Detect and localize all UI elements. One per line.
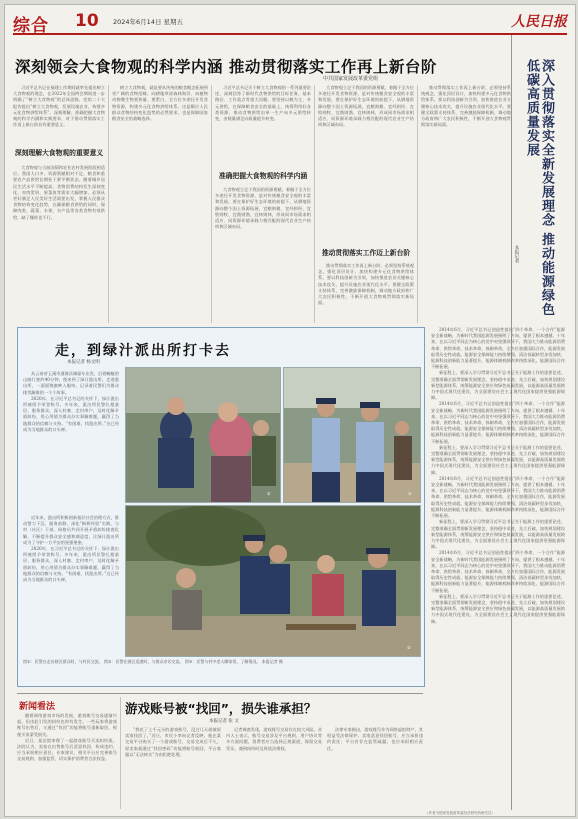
photo-number-1: ① [267, 491, 271, 496]
bottom-article-byline: 本报记者 张 文 [209, 719, 239, 724]
body-paragraph: 大食物观立足于我国的资源禀赋，着眼于全方位多途径开发食物资源，是对传统粮食安全观的丰富和发展。要在保护好生态环境的前提下，从耕地资源向整个国土资源拓展，宜粮则粮、宜经则经、宜牧则牧、宜渔则渔、宜林则林，形成同市场需求相适应、同资源环境承载力相匹配的现代农业生产结构和区域布局。 [215, 187, 311, 230]
photo-captions [23, 659, 419, 665]
issue-date: 2024年6月14日 星期五 [113, 18, 184, 26]
bottom-article-title: 游戏账号被“找回”，损失谁承担？ [125, 701, 317, 716]
column-rule [314, 85, 315, 323]
body-paragraph: 推动贯彻落实工作再上新台阶，必须坚持系统观念，强化顶层设计，加快构建多元化食物供给体系。要以科技创新为引领，加快推进农业关键核心技术攻关，提升设施农业现代化水平。要健全政策支持体系，完善激励保障机制，调动地方政府和广大农民积极性，不断开创大食物观贯彻落实新局面。 [318, 263, 414, 306]
body-paragraph: 法律专家指出，游戏账号作为网络虚拟财产，其权益受法律保护。卖家恶意找回账号，应当承担违约责任；平台若存在监管疏漏，也应承担相应责任。 [327, 727, 423, 751]
photo-number-2: ② [408, 491, 412, 496]
section-name: 综合 [13, 16, 49, 36]
lead-paragraph: 习近平总书记在福建工作期间就率先提出树立大食物观的理念，在2022年全国两会期间进一步明确了“树立大食物观”的总体思路，党的二十大报告提出“树立大食物观，发展设施农业，构建多元化食物供给体系”。深刻理解、准确把握大食物观的科学内涵和实践要求，对于推动贯彻落实工作再上新台阶具有重要意义。 [13, 85, 105, 128]
paper-name-logo: 人民日报 [511, 14, 567, 30]
feature-title: 走，到绿汁派出所打卡去 [55, 343, 231, 359]
top-article-column-2 [112, 85, 208, 323]
feature-photo-3 [125, 505, 421, 657]
news-brief-label: 新闻看法 [19, 702, 56, 712]
photo-credit: 本报记者 摄 [261, 659, 283, 664]
masthead [13, 11, 567, 35]
body-paragraph: 近日，某法院审理了一起游戏账号买卖纠纷案。法院认为，卖家在出售账号后恶意找回，构成违约，应当承担相应责任。专家建议，相关平台应完善账号交易规则，加强监管，切实保护消费者合法权益。 [17, 737, 117, 762]
bottom-article-column-1 [125, 727, 221, 809]
body-paragraph: 2014年6月，习近平总书记创造性提出“四个革命、一个合作”能源安全新战略，为新时代我国能源发展指明了方向、提供了根本遵循。十年来，在以习近平同志为核心的党中央坚强领导下，我国大力推动能源消费革命、供给革命、技术革命、体制革命，全方位加强国际合作，能源发展取得历史性成就。能源安全保障能力持续增强，清洁低碳转型步伐加快，能源科技创新能力显著提升，能源体制机制改革持续深化，能源国际合作不断拓展。 [431, 475, 565, 519]
body-paragraph: 推动贯彻落实工作再上新台阶，必须坚持系统观念，强化顶层设计，加快构建多元化食物供给体系。要以科技创新为引领，加快推进农业关键核心技术攻关，提升设施农业现代化水平。要健全政策支持体系，完善激励保障机制，调动地方政府和广大农民积极性，不断开创大食物观贯彻落实新局面。 [421, 85, 511, 128]
body-paragraph: 新征程上，要深入学习贯彻习近平总书记关于能源工作的重要论述，完整准确全面贯彻新发展理念，坚持稳中求进、先立后破，加快规划建设新型能源体系，统筹能源安全供应和绿色低碳发展，以能源高质量发展助力中国式现代化建设，为全面建设社会主义现代化国家提供坚强能源保障。 [431, 593, 565, 624]
top-article-column-1b [13, 165, 105, 323]
feature-byline: 本报记者 杨文明 [67, 360, 100, 365]
top-article-column-4b [318, 263, 414, 323]
footer-note: （作者为国家发展改革委经济研究所研究员） [425, 811, 495, 815]
right-column-title: 深入贯彻落实全新发展理念 推动能源绿色低碳高质量发展 [524, 59, 554, 317]
column-rule [120, 697, 121, 809]
news-brief-body [17, 713, 117, 809]
column-rule [417, 85, 418, 323]
body-paragraph: 2014年6月，习近平总书记创造性提出“四个革命、一个合作”能源安全新战略，为新时代我国能源发展指明了方向、提供了根本遵循。十年来，在以习近平同志为核心的党中央坚强领导下，我国大力推动能源消费革命、供给革命、技术革命、体制革命，全方位加强国际合作，能源发展取得历史性成就。能源安全保障能力持续增强，清洁低碳转型步伐加快，能源科技创新能力显著提升，能源体制机制改革持续深化，能源国际合作不断拓展。 [431, 401, 565, 444]
body-paragraph: 记者调查发现，游戏账号交易存在较大风险。业内人士表示，账号交易涉及平台规则、用户协议等多方面问题，消费者应当选择正规渠道，保留交易凭证，遇到纠纷时及时依法维权。 [226, 727, 322, 751]
top-byline: 中共国家发展改革委党组 [323, 76, 379, 82]
body-paragraph: 从云南省玉溪市通海县城驱车出发，沿着蜿蜒的山路行驶约40分钟，便来到了绿汁派出所。走进派出所，一面面锦旗映入眼帘，记录着民警们为群众排忧解难的一个个故事。 [23, 371, 119, 395]
right-column-author: 本报记者 [514, 245, 519, 263]
body-paragraph: 2014年6月，习近平总书记创造性提出“四个革命、一个合作”能源安全新战略，为新时代我国能源发展指明了方向、提供了根本遵循。十年来，在以习近平同志为核心的党中央坚强领导下，我国大力推动能源消费革命、供给革命、技术革命、体制革命，全方位加强国际合作，能源发展取得历史性成就。能源安全保障能力持续增强，清洁低碳转型步伐加快，能源科技创新能力显著提升，能源体制机制改革持续深化，能源国际合作不断拓展。 [431, 550, 565, 593]
page-number: 10 [75, 11, 99, 31]
body-paragraph: 2020年，在习近平总书记的关怀下，绿汁派出所被授予荣誉称号。多年来，派出所民警扎根基层、服务群众，深入村寨、走村串户，及时化解矛盾纠纷，用心用情为群众办实事解难题，赢得了当地群众的信赖与支持。“有困难，找派出所。”这已经成为当地群众的口头禅。 [23, 546, 119, 583]
body-paragraph: 新征程上，要深入学习贯彻习近平总书记关于能源工作的重要论述，完整准确全面贯彻新发展理念，坚持稳中求进、先立后破，加快规划建设新型能源体系，统筹能源安全供应和绿色低碳发展，以能源高质量发展助力中国式现代化建设，为全面建设社会主义现代化国家提供坚强能源保障。 [431, 519, 565, 550]
body-paragraph: 2020年，在习近平总书记的关怀下，绿汁派出所被授予荣誉称号。多年来，派出所民警扎根基层、服务群众，深入村寨、走村串户，及时化解矛盾纠纷，用心用情为群众办实事解难题，赢得了当地群众的信赖与支持。“有困难，找派出所。”这已经成为当地群众的口头禅。 [23, 395, 119, 432]
top-headline: 深刻领会大食物观的科学内涵 推动贯彻落实工作再上新台阶 [15, 58, 437, 76]
right-column-body [431, 327, 565, 807]
top-article-column-5 [421, 85, 511, 323]
body-paragraph: 大食物观与当前国情和农业农村发展阶段相适应。我国人口多、资源禀赋相对不足，粮食和重要农产品供给长期处于紧平衡状态。随着城乡居民生活水平不断提高，食物消费结构发生深刻变化，对肉蛋奶、果菜鱼等需求大幅增加，必须从更好满足人民美好生活需要出发，掌握人民群众食物结构变化趋势，在确保粮食供给的同时，保障肉类、蔬菜、水果、水产品等各类食物有效供给，缺了哪样也不行。 [13, 165, 105, 220]
caption-3: 图③：民警与村中老人聊家常，了解情况。 [184, 659, 261, 664]
body-paragraph: 2014年6月，习近平总书记创造性提出“四个革命、一个合作”能源安全新战略，为新时代我国能源发展指明了方向、提供了根本遵循。十年来，在以习近平同志为核心的党中央坚强领导下，我国大力推动能源消费革命、供给革命、技术革命、体制革命，全方位加强国际合作，能源发展取得历史性成就。能源安全保障能力持续增强，清洁低碳转型步伐加快，能源科技创新能力显著提升，能源体制机制改革持续深化，能源国际合作不断拓展。 [431, 327, 565, 370]
feature-intro [23, 371, 119, 511]
top-article-column-3b [215, 187, 311, 323]
feature-photo-1 [125, 367, 281, 503]
caption-1: 图①：民警在走访辖区群众时，与村民交流。 [23, 659, 103, 664]
bottom-article-column-2 [226, 727, 322, 809]
column-rule [108, 85, 109, 323]
caption-2: 图②：民警在辖区巡逻时，与群众亲切交谈。 [103, 659, 184, 664]
bottom-article-column-3 [327, 727, 423, 809]
section-divider [17, 693, 423, 694]
body-paragraph: 大食物观立足于我国的资源禀赋，着眼于全方位多途径开发食物资源，是对传统粮食安全观的丰富和发展。要在保护好生态环境的前提下，从耕地资源向整个国土资源拓展，宜粮则粮、宜经则经、宜牧则牧、宜渔则渔、宜林则林，形成同市场需求相适应、同资源环境承载力相匹配的现代农业生产结构和区域布局。 [318, 85, 414, 128]
subheading-2: 准确把握大食物观的科学内涵 [218, 172, 308, 180]
feature-body [23, 515, 119, 675]
feature-photo-2 [283, 367, 421, 503]
body-paragraph: 新征程上，要深入学习贯彻习近平总书记关于能源工作的重要论述，完整准确全面贯彻新发展理念，坚持稳中求进、先立后破，加快规划建设新型能源体系，统筹能源安全供应和绿色低碳发展，以能源高质量发展助力中国式现代化建设，为全面建设社会主义现代化国家提供坚强能源保障。 [431, 444, 565, 475]
photo-number-3: ③ [407, 645, 411, 650]
body-paragraph: “我花了上千元买的游戏账号，没过几天就被原卖家找回了。”近日，市民小李向记者反映，他在某交易平台购买了一个游戏账号，交易完成后不久，原卖家就通过“找回密码”功能将账号收回，平台客服以“无法核实”为由拒绝处理。 [125, 727, 221, 757]
newspaper-page [4, 4, 576, 817]
body-paragraph: 新征程上，要深入学习贯彻习近平总书记关于能源工作的重要论述，完整准确全面贯彻新发展理念，坚持稳中求进、先立后破，加快规划建设新型能源体系，统筹能源安全供应和绿色低碳发展，以能源高质量发展助力中国式现代化建设，为全面建设社会主义现代化国家提供坚强能源保障。 [431, 370, 565, 401]
column-rule [211, 85, 212, 323]
subheading-1: 深刻理解大食物观的重要意义 [13, 145, 105, 159]
top-article-column-3 [215, 85, 311, 165]
body-paragraph: 随着网络游戏市场的发展，游戏账号交易逐渐兴起，但由此引发的纠纷也时有发生。一些玩家将游戏账号出售后，又通过“找回”功能将账号重新取回，致使买家蒙受损失。 [17, 713, 117, 737]
body-paragraph: 习近平总书记关于树立大食物观的一系列重要论述，深刻回答了新时代食物供给的目标任务、基本路径、工作重点等重大问题。要坚持以粮为主、多元供给，在保障粮食安全的基础上，统筹利用好各类资源，推动食物供给由单一生产向多元供给转变，由数量满足向质量提升转变。 [215, 85, 311, 122]
body-paragraph: 近年来，派出所积极创新基层社会治理方式，推动警力下沉、服务前移，深化“枫桥经验”实践，与村（社区）干部、网格员共同开展矛盾纠纷排查化解，不断提升群众安全感和满意度，让绿汁派出所成为了守护一方平安的坚强堡垒。 [23, 515, 119, 545]
body-paragraph: 树立大食物观，就是要从传统的粮食概念拓展到更广阔的食物范畴，向耕地草原森林海洋、向植物动物微生物要热量、要蛋白，全方位多途径开发食物资源，构建多元化食物供给体系。这是顺应人民群众食物结构变化趋势的必然要求，也是保障国家粮食安全的战略选择。 [112, 85, 208, 122]
subheading-3: 推动贯彻落实工作迈上新台阶 [318, 245, 414, 259]
